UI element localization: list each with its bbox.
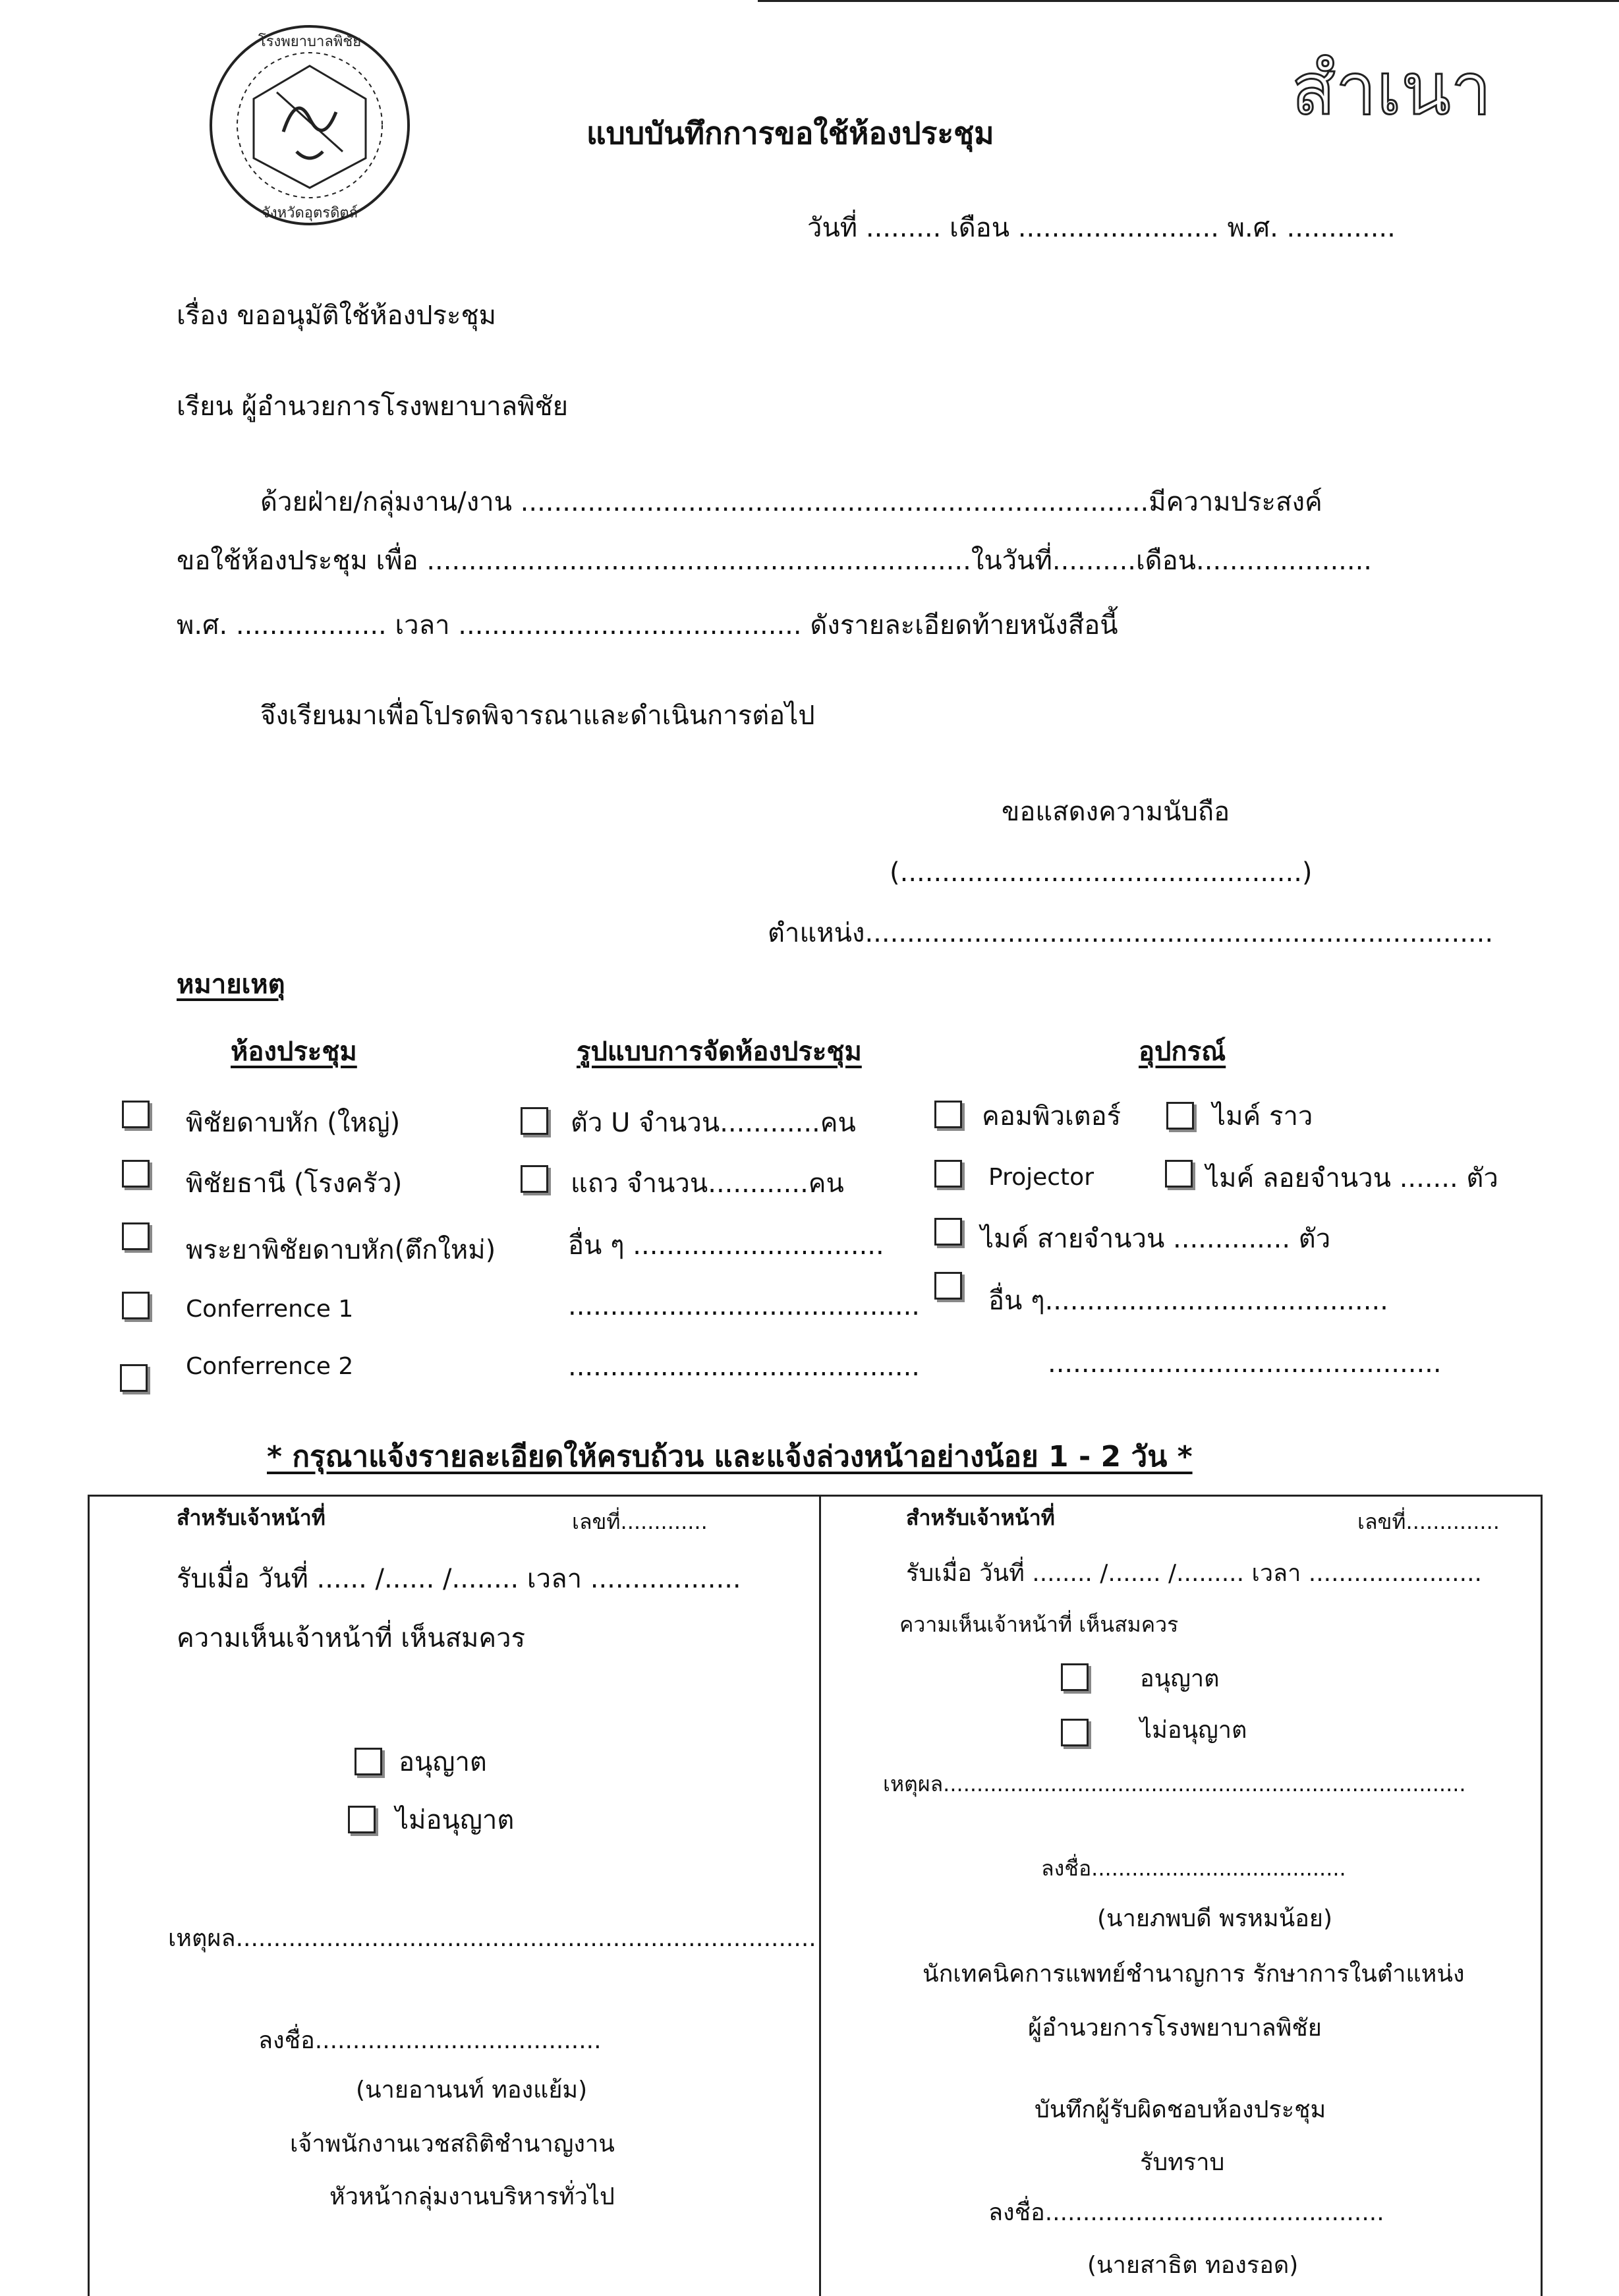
equipment-checkbox-other[interactable] (934, 1272, 962, 1300)
room-checkbox-4[interactable] (122, 1292, 150, 1319)
officer-left-approve-checkbox[interactable] (355, 1748, 382, 1775)
officer-right-title-2: ผู้อำนวยการโรงพยาบาลพิชัย (1028, 2015, 1322, 2042)
layout-checkbox-u[interactable] (521, 1107, 548, 1135)
date-line[interactable]: วันที่ ......... เดือน ........................ พ.ศ. ............. (807, 213, 1396, 243)
equipment-label-projector: Projector (988, 1164, 1094, 1191)
layout-other-line-2[interactable]: .......................................... (568, 1352, 921, 1382)
officer-left-received[interactable]: รับเมื่อ วันที่ ...... /...... /........ เวลา .................. (177, 1564, 741, 1594)
body-line-1[interactable]: ด้วยฝ่าย/กลุ่มงาน/งาน ...........................................................................มีความประสงค์ (260, 487, 1322, 517)
room-label-2: พิชัยธานี (โรงครัว) (186, 1168, 403, 1199)
equipment-label-other[interactable]: อื่น ๆ......................................... (988, 1286, 1388, 1316)
room-label-4: Conferrence 1 (186, 1296, 354, 1323)
officer-left-deny-checkbox[interactable] (348, 1806, 376, 1833)
body-line-3[interactable]: พ.ศ. .................. เวลา ......................................... ดังรายละเอียดท้ายหนังสือนี้ (177, 610, 1118, 641)
officer-right-approve-checkbox[interactable] (1061, 1663, 1089, 1691)
equipment-other-line[interactable]: ............................................... (1048, 1348, 1442, 1379)
room-checkbox-2[interactable] (122, 1160, 150, 1188)
officer-right-name: (นายภพบดี พรหมน้อย) (1097, 1905, 1332, 1932)
layout-other-line-1[interactable]: .......................................... (568, 1291, 921, 1321)
officer-right-deny-checkbox[interactable] (1061, 1719, 1089, 1746)
layout-label-u: ตัว U จำนวน............คน (571, 1108, 856, 1138)
equipment-checkbox-mic-stand[interactable] (1166, 1102, 1194, 1130)
room-checkbox-3[interactable] (122, 1222, 150, 1250)
officer-right-sign[interactable]: ลงชื่อ...................................... (1041, 1856, 1346, 1881)
officer-left-deny-label: ไม่อนุญาต (395, 1805, 515, 1835)
room-label-1: พิชัยดาบหัก (ใหญ่) (186, 1108, 401, 1138)
room-label-3: พระยาพิชัยดาบหัก(ตึกใหม่) (186, 1235, 496, 1265)
officer-right-received[interactable]: รับเมื่อ วันที่ ........ /....... /......... เวลา ....................... (906, 1560, 1482, 1587)
signature-position-field[interactable]: ตำแหน่ง........................................................................... (768, 918, 1494, 948)
officer-right-number[interactable]: เลขที่.............. (1357, 1509, 1500, 1534)
rooms-heading: ห้องประชุม (231, 1037, 357, 1067)
room-checkbox-1[interactable] (122, 1101, 150, 1128)
officer-left-approve-label: อนุญาต (399, 1747, 487, 1777)
recipient-line: เรียน ผู้อำนวยการโรงพยาบาลพิชัย (177, 391, 569, 422)
equipment-heading: อุปกรณ์ (1139, 1037, 1226, 1067)
officer-right-title-1: นักเทคนิคการแพทย์ชำนาญการ รักษาการในตำแหน่ง (923, 1961, 1465, 1988)
officer-left-name: (นายอานนท์ ทองแย้ม) (356, 2077, 588, 2104)
closing-line: จึงเรียนมาเพื่อโปรดพิจารณาและดำเนินการต่อไป (260, 701, 815, 731)
layout-other[interactable]: อื่น ๆ .............................. (568, 1230, 884, 1261)
layout-label-rows: แถว จำนวน............คน (571, 1168, 844, 1199)
equipment-checkbox-mic-wired[interactable] (934, 1218, 962, 1246)
body-line-2[interactable]: ขอใช้ห้องประชุม เพื่อ .................................................................ในวันที่..........เดือน..................... (177, 546, 1373, 576)
room-checkbox-5[interactable] (120, 1364, 148, 1392)
officer-right-opinion: ความเห็นเจ้าหน้าที่ เห็นสมควร (899, 1612, 1179, 1637)
equipment-label-mic-stand: ไมค์ ราว (1212, 1101, 1313, 1132)
officer-right-deny-label: ไม่อนุญาต (1140, 1717, 1247, 1744)
officer-left-reason[interactable]: เหตุผล............................................................................. (168, 1925, 816, 1952)
notes-heading: หมายเหตุ (177, 969, 285, 1000)
officer-right-heading: สำหรับเจ้าหน้าที่ (906, 1505, 1055, 1530)
hospital-seal-logo (198, 20, 422, 231)
regards-text: ขอแสดงความนับถือ (1002, 797, 1230, 827)
layout-heading: รูปแบบการจัดห้องประชุม (577, 1037, 862, 1067)
svg-text:จังหวัดอุตรดิตถ์: จังหวัดอุตรดิตถ์ (262, 205, 358, 221)
equipment-checkbox-projector[interactable] (934, 1160, 962, 1188)
officer-right-name-2: (นายสาธิต ทองรอด) (1087, 2252, 1299, 2279)
equipment-label-mic-wireless: ไมค์ ลอยจำนวน ....... ตัว (1206, 1163, 1498, 1193)
equipment-checkbox-mic-wireless[interactable] (1165, 1160, 1193, 1188)
top-border-line (758, 0, 1619, 2)
officer-right-approve-label: อนุญาต (1140, 1665, 1220, 1692)
subject-line: เรื่อง ขออนุมัติใช้ห้องประชุม (177, 301, 496, 331)
officer-left-title-1: เจ้าพนักงานเวชสถิติชำนาญงาน (290, 2131, 615, 2158)
officer-section-box (88, 1495, 1543, 2296)
officer-section-divider (819, 1495, 821, 2296)
room-label-5: Conferrence 2 (186, 1353, 354, 1380)
copy-stamp: สำเนา (1292, 47, 1492, 131)
officer-right-reason[interactable]: เหตุผล.............................................................................. (883, 1771, 1466, 1796)
officer-left-sign[interactable]: ลงชื่อ...................................... (258, 2027, 602, 2054)
officer-right-sign-2[interactable]: ลงชื่อ............................................. (988, 2199, 1384, 2226)
equipment-checkbox-computer[interactable] (934, 1101, 962, 1128)
officer-left-number[interactable]: เลขที่............. (572, 1509, 708, 1534)
equipment-label-computer: คอมพิวเตอร์ (982, 1101, 1122, 1132)
equipment-label-mic-wired: ไมค์ สายจำนวน .............. ตัว (980, 1224, 1331, 1254)
officer-left-heading: สำหรับเจ้าหน้าที่ (177, 1505, 326, 1530)
form-title: แบบบันทึกการขอใช้ห้องประชุม (586, 115, 994, 151)
layout-checkbox-rows[interactable] (521, 1165, 548, 1193)
reminder-note: * กรุณาแจ้งรายละเอียดให้ครบถ้วน และแจ้งล่วงหน้าอย่างน้อย 1 - 2 วัน * (267, 1440, 1193, 1474)
svg-text:โรงพยาบาลพิชัย: โรงพยาบาลพิชัย (258, 34, 362, 50)
officer-right-ack: รับทราบ (1140, 2149, 1225, 2176)
officer-left-opinion: ความเห็นเจ้าหน้าที่ เห็นสมควร (177, 1623, 526, 1653)
officer-left-title-2: หัวหน้ากลุ่มงานบริหารทั่วไป (329, 2183, 615, 2210)
officer-right-record: บันทึกผู้รับผิดชอบห้องประชุม (1035, 2096, 1326, 2123)
signature-name-field[interactable]: (................................................) (890, 857, 1313, 888)
